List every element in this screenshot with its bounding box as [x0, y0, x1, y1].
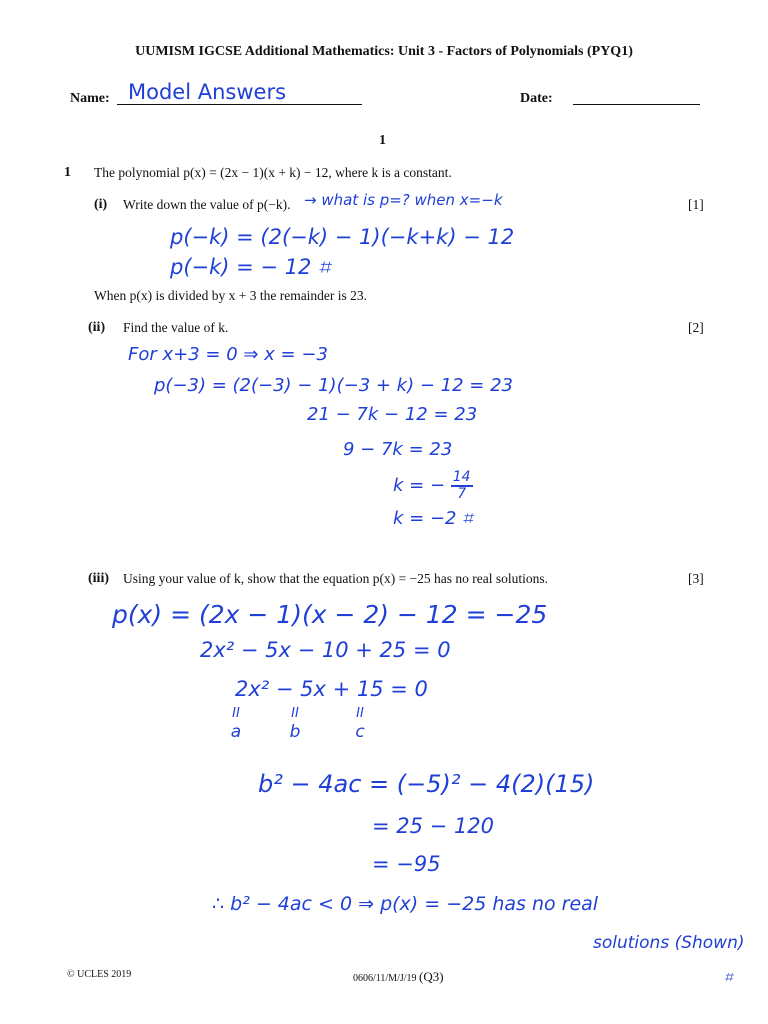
footer-copyright: © UCLES 2019 — [67, 969, 132, 980]
part-i-label: (i) — [94, 197, 108, 212]
date-underline — [573, 104, 700, 105]
part-iii-marks: [3] — [688, 571, 704, 586]
fraction — [451, 470, 473, 502]
question-stem: The polynomial p(x) = (2x − 1)(x + k) − 12, where k is a constant. — [94, 165, 452, 180]
part-ii-working-line: k = −2 ⌗ — [393, 508, 473, 529]
part-ii-working-line: 21 − 7k − 12 = 23 — [307, 404, 478, 425]
part-ii-working-line: For x+3 = 0 ⇒ x = −3 — [128, 344, 328, 365]
fraction-denominator: 7 — [457, 486, 467, 502]
part-ii-working-fraction-line — [393, 470, 473, 502]
footer-paper-code: 0606/11/M/J/19 — [353, 973, 417, 984]
part-iii-text: Using your value of k, show that the equation p(x) = −25 has no real solutions. — [123, 571, 549, 586]
page-number: 1 — [379, 133, 386, 148]
part-iii-working-line: ∴ b² − 4ac < 0 ⇒ p(x) = −25 has no real — [212, 893, 599, 915]
part-iii-working-line: b² − 4ac = (−5)² − 4(2)(15) — [258, 770, 595, 798]
part-iii-working-line: p(x) = (2x − 1)(x − 2) − 12 = −25 — [112, 600, 548, 629]
part-iii-working-line: 2x² − 5x + 15 = 0 — [235, 677, 428, 701]
part-i-text: Write down the value of p(−k). — [123, 197, 291, 212]
footer-question-ref: (Q3) — [419, 969, 444, 984]
part-i-working-line: p(−k) = (2(−k) − 1)(−k+k) − 12 — [170, 225, 515, 249]
part-iii-working-line: = 25 − 120 — [372, 814, 495, 838]
fraction-numerator: 14 — [452, 469, 471, 485]
part-iii-working-line: solutions (Shown) — [593, 933, 745, 953]
part-i-working-line: p(−k) = − 12 ⌗ — [170, 255, 330, 279]
coefficient-equals-sign: II — [291, 706, 299, 721]
coefficient-letter: b — [289, 722, 301, 742]
part-ii-working-line: p(−3) = (2(−3) − 1)(−3 + k) − 12 = 23 — [154, 375, 513, 396]
part-iii-working-line: = −95 — [372, 852, 441, 876]
part-iii-working-line: 2x² − 5x − 10 + 25 = 0 — [200, 638, 451, 662]
question-number: 1 — [64, 165, 71, 180]
name-value: Model Answers — [128, 80, 287, 104]
document-title: UUMISM IGCSE Additional Mathematics: Unit 3 - Factors of Polynomials (PYQ1) — [135, 44, 633, 59]
part-ii-working-line: k = − — [393, 475, 446, 496]
part-ii-text: Find the value of k. — [123, 320, 229, 335]
part-ii-working-line: 9 − 7k = 23 — [343, 439, 453, 460]
date-label: Date: — [520, 91, 553, 106]
part-ii-marks: [2] — [688, 320, 704, 335]
part-i-note: → what is p=? when x=−k — [304, 191, 503, 209]
intermediate-statement: When p(x) is divided by x + 3 the remainder is 23. — [94, 288, 368, 303]
coefficient-letter: c — [355, 722, 365, 742]
coefficient-equals-sign: II — [232, 706, 240, 721]
part-iii-working-line: ⌗ — [724, 968, 733, 986]
part-iii-label: (iii) — [88, 571, 109, 586]
name-underline — [117, 104, 362, 105]
name-label: Name: — [70, 91, 110, 106]
coefficient-equals-sign: II — [356, 706, 364, 721]
footer-code — [353, 969, 444, 985]
part-i-marks: [1] — [688, 197, 704, 212]
part-ii-label: (ii) — [88, 320, 106, 335]
coefficient-letter: a — [230, 722, 242, 742]
